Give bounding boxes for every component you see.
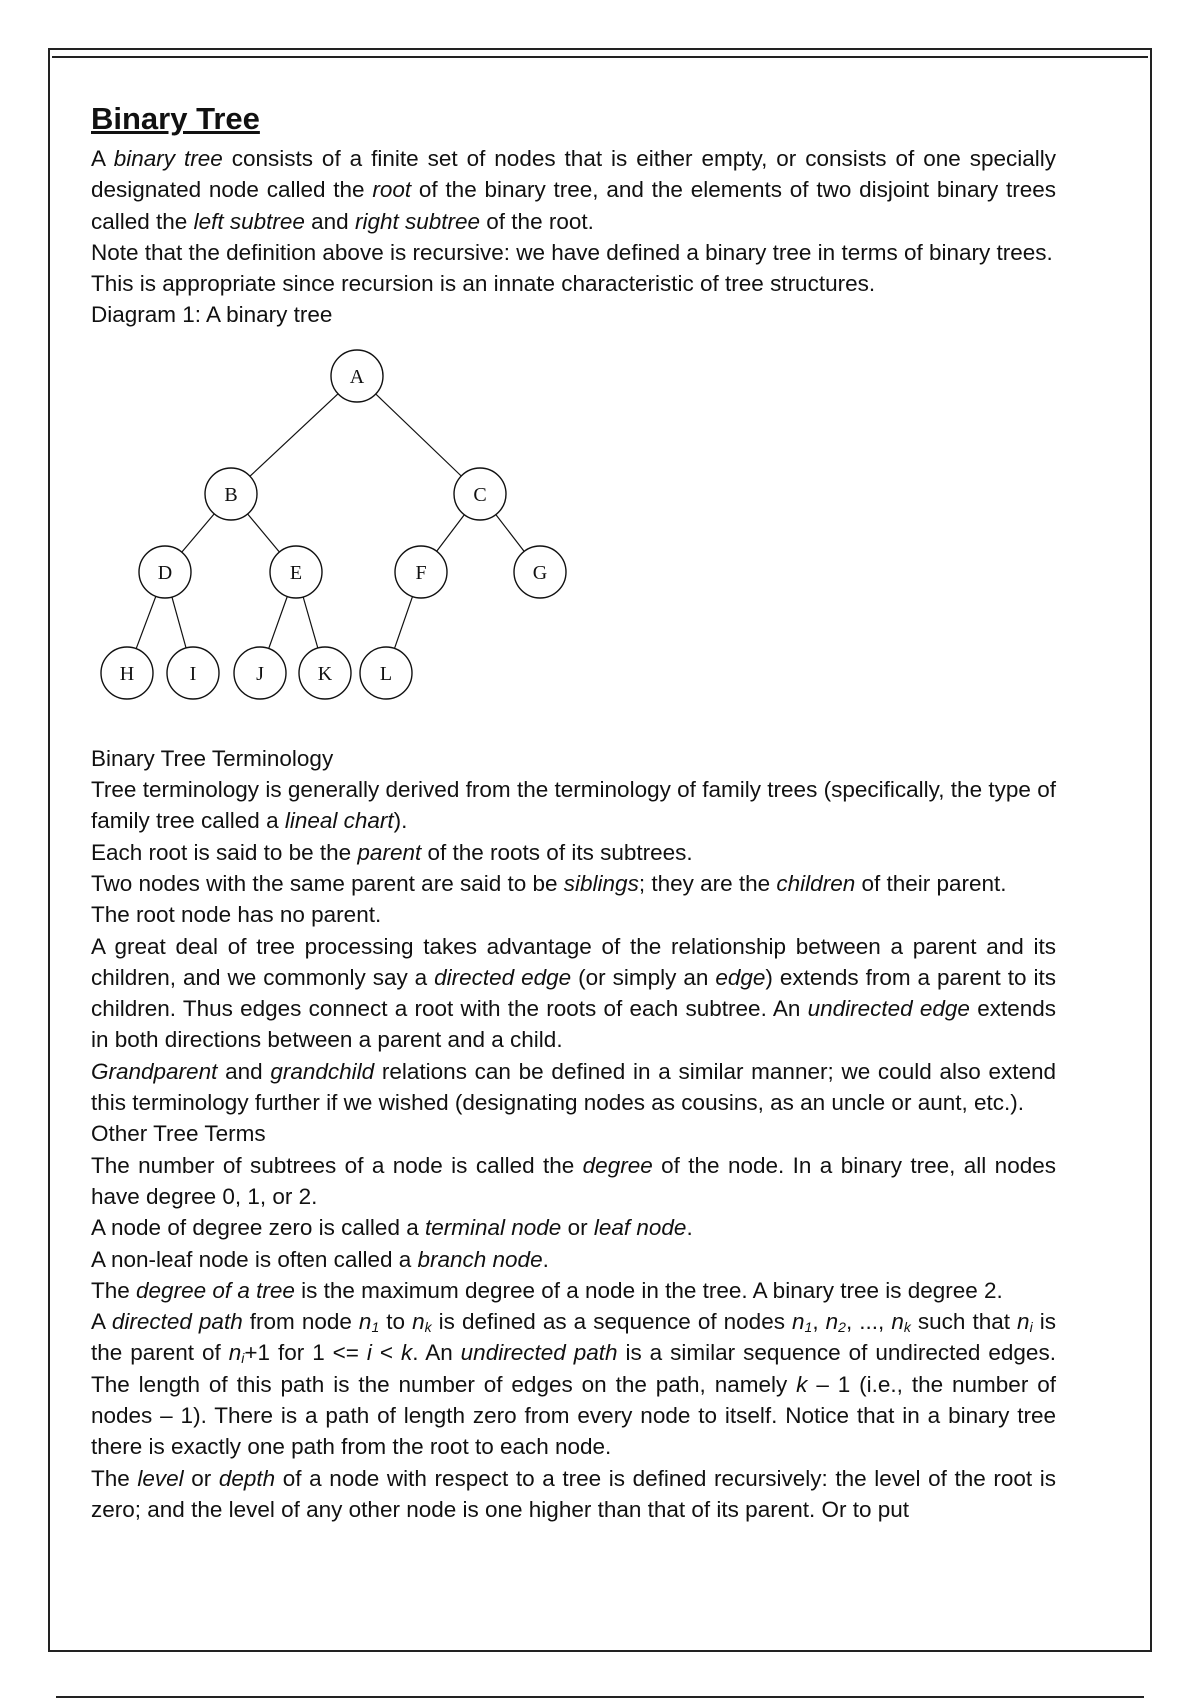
tree-node-g bbox=[514, 546, 566, 598]
tree-node-f bbox=[395, 546, 447, 598]
other-terms-paragraph-3: A non-leaf node is often called a branch node. bbox=[91, 1246, 549, 1272]
terminology-paragraph-1: Tree terminology is generally derived from the terminology of family trees (specifically, the type of family tree called a lineal chart). bbox=[91, 777, 1056, 834]
edge-a-b bbox=[250, 394, 338, 476]
edge-d-i bbox=[172, 597, 186, 648]
tree-node-label: L bbox=[379, 662, 393, 685]
tree-node-i bbox=[167, 647, 219, 699]
intro-paragraph-1: A binary tree consists of a finite set of nodes that is either empty, or consists of one specially designated node called the root of the binary tree, and the elements of two disjoint binary trees called the left subtree and right subtree of the root. bbox=[91, 146, 1056, 234]
edge-a-c bbox=[376, 394, 461, 476]
tree-node-label: I bbox=[189, 662, 197, 685]
edge-b-d bbox=[182, 514, 214, 552]
edge-d-h bbox=[136, 596, 156, 648]
terminology-paragraph-6: Grandparent and grandchild relations can be defined in a similar manner; we could also extend this terminology further if we wished (designating nodes as cousins, as an uncle or aunt, etc.). bbox=[91, 1058, 1057, 1116]
document-body bbox=[91, 100, 1056, 1525]
other-terms-heading: Other Tree Terms bbox=[91, 1121, 266, 1147]
page-title: Binary Tree bbox=[91, 101, 260, 136]
intro-paragraph-2: Note that the definition above is recursive: we have defined a binary tree in terms of binary trees. This is appropriate since recursion is an innate characteristic of tree structures. bbox=[91, 239, 1053, 297]
terminology-section bbox=[91, 774, 1056, 1118]
binary-tree-svg bbox=[91, 331, 1056, 743]
edge-c-g bbox=[496, 514, 524, 551]
terminology-paragraph-5: A great deal of tree processing takes advantage of the relationship between a parent and its children, and we commonly say a directed edge (or simply an edge) extends from a parent to its children. Thus edges connect a root with the roots of each subtree. An undirected edge extends in both directions between a parent and a child. bbox=[91, 933, 1056, 1053]
edge-c-f bbox=[437, 515, 465, 552]
tree-node-h bbox=[101, 647, 153, 699]
frame-top-rule bbox=[52, 56, 1148, 58]
other-terms-paragraph-1: The number of subtrees of a node is called the degree of the node. In a binary tree, all nodes have degree 0, 1, or 2. bbox=[91, 1152, 1056, 1209]
tree-node-b bbox=[205, 468, 257, 520]
tree-node-k bbox=[299, 647, 351, 699]
tree-node-label: D bbox=[157, 561, 173, 584]
tree-node-label: G bbox=[532, 561, 548, 584]
tree-node-j bbox=[234, 647, 286, 699]
diagram-caption: Diagram 1: A binary tree bbox=[91, 302, 333, 328]
tree-node-c bbox=[454, 468, 506, 520]
terminology-paragraph-3: Two nodes with the same parent are said to be siblings; they are the children of their parent. bbox=[91, 870, 1007, 896]
tree-node-l bbox=[360, 647, 412, 699]
tree-node-label: C bbox=[473, 483, 487, 506]
terminology-paragraph-4: The root node has no parent. bbox=[91, 902, 382, 928]
other-terms-section bbox=[91, 1150, 1056, 1526]
tree-node-label: E bbox=[289, 561, 303, 584]
tree-node-e bbox=[270, 546, 322, 598]
tree-node-label: A bbox=[349, 365, 365, 388]
tree-node-label: B bbox=[224, 483, 238, 506]
edge-f-l bbox=[395, 596, 413, 648]
tree-node-label: H bbox=[119, 662, 135, 685]
tree-node-d bbox=[139, 546, 191, 598]
other-terms-paragraph-5: A directed path from node $n_1$ to $n_k$ is defined as a sequence of nodes $n_1$, $n_2$, ..., $n_k$ such that $n_i$ is the parent of $n_i+1$ for 1 <= i < k. An undirected path is a similar sequence of undirected edges. The length of this path is the number of edges on the path, namely k – 1 (i.e., the number of nodes – 1). There is a path of length zero from every node to itself. Notice that in a binary tree there is exactly one path from the root to each node. bbox=[91, 1309, 1056, 1460]
other-terms-paragraph-6: The level or depth of a node with respect to a tree is defined recursively: the level of the root is zero; and the level of any other node is one higher than that of its parent. Or to put bbox=[91, 1465, 1057, 1522]
terminology-heading: Binary Tree Terminology bbox=[91, 745, 334, 771]
bottom-rule bbox=[56, 1696, 1144, 1698]
tree-node-label: K bbox=[317, 662, 333, 685]
terminology-paragraph-2: Each root is said to be the parent of the roots of its subtrees. bbox=[91, 839, 693, 865]
other-terms-paragraph-4: The degree of a tree is the maximum degree of a node in the tree. A binary tree is degree 2. bbox=[91, 1277, 1003, 1303]
edge-e-j bbox=[269, 596, 288, 648]
tree-node-label: F bbox=[415, 561, 427, 584]
edge-e-k bbox=[303, 597, 318, 648]
tree-node-a bbox=[331, 350, 383, 402]
binary-tree-diagram bbox=[91, 331, 1056, 743]
tree-node-label: J bbox=[256, 662, 264, 685]
edge-b-e bbox=[248, 514, 280, 552]
other-terms-paragraph-2: A node of degree zero is called a terminal node or leaf node. bbox=[91, 1215, 693, 1241]
